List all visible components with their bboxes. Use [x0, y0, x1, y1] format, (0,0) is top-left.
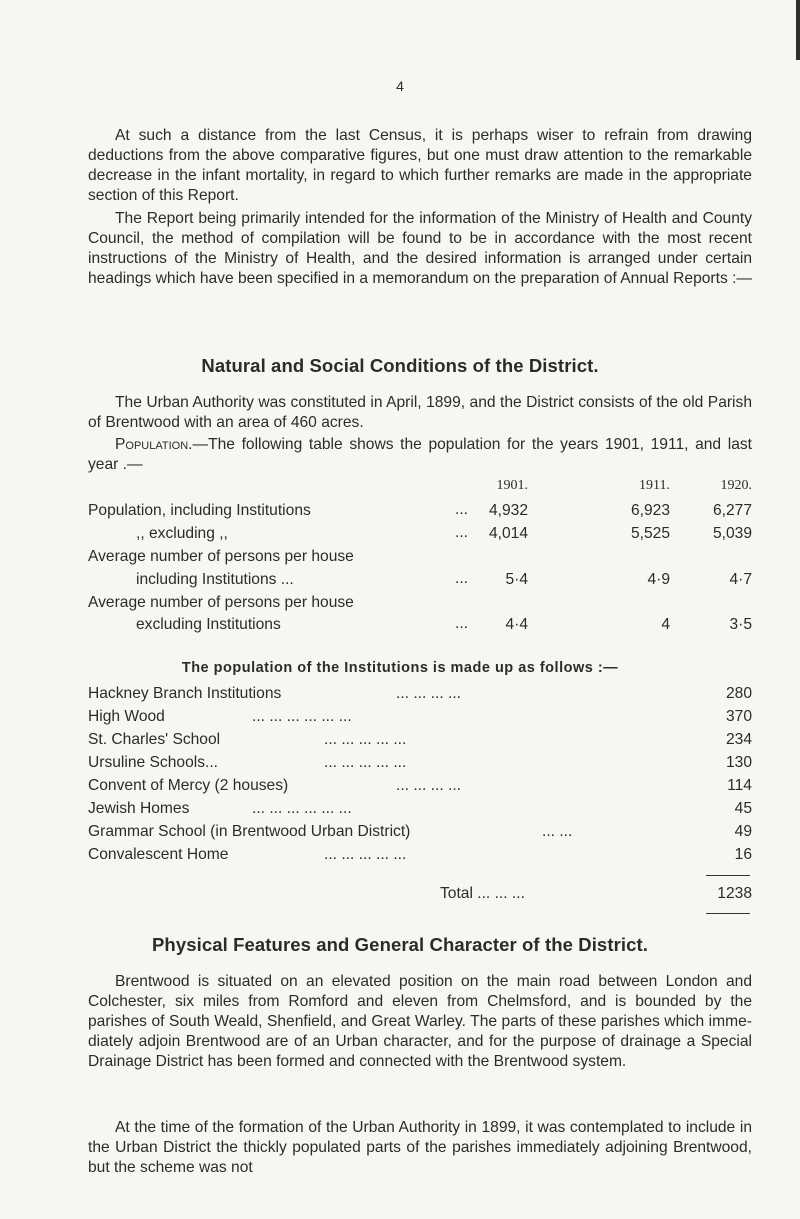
paragraph-census: At such a distance from the last Census, it is perhaps wiser to refrain from drawing deductions from the above comparative figures, but one must draw attention to the remarkable decrease in the infant mortality, in regard to which further remarks are made in the appropriate section of this Report.: [88, 127, 752, 204]
table-cell: 4·4: [505, 616, 528, 633]
year-header: 1920.: [720, 478, 752, 493]
list-item-value: 234: [725, 731, 752, 748]
list-item-name: Jewish Homes: [88, 800, 190, 817]
leader-dots: ...: [455, 570, 468, 587]
leader-dots: ... ...: [542, 823, 573, 840]
total-rule-bottom: [706, 913, 750, 914]
list-item-value: 370: [725, 708, 752, 725]
total-value: 1238: [717, 885, 752, 902]
section-heading-natural-social: Natural and Social Conditions of the District.: [201, 355, 599, 376]
list-item-name: Ursuline Schools...: [88, 754, 219, 771]
table-row-label: ,, excluding ,,: [136, 525, 228, 542]
table-cell: 5,525: [630, 525, 670, 542]
list-item-value: 130: [725, 754, 752, 771]
leader-dots: ... ... ... ... ... ...: [252, 708, 352, 725]
table-cell: 5·4: [505, 571, 528, 588]
list-item-value: 280: [725, 685, 752, 702]
list-item-value: 49: [734, 823, 752, 840]
table-cell: 4: [661, 616, 670, 633]
leader-dots: ...: [455, 524, 468, 541]
page-edge-mark: [796, 0, 800, 60]
total-rule-top: [706, 875, 750, 876]
paragraph-urban-authority-formation: At the time of the formation of the Urban Authority in 1899, it was contemplated to include in the Urban District the thickly populated parts of the parishes immediately adjoining Brentwood, but the scheme was not: [88, 1119, 752, 1176]
list-item-value: 45: [734, 800, 752, 817]
leader-dots: ...: [455, 501, 468, 518]
table-row-label-cont: including Institutions ...: [136, 571, 294, 588]
paragraph-report-purpose: The Report being primarily intended for the information of the Ministry of Health and County Council, the method of compilation will be found to be in accordance with the most recent instructions of the Ministry of Health, and the desired information is arranged under certain headings which have been specified in a memorandum on the preparation of Annual Reports :—: [88, 210, 753, 287]
leader-dots: ... ... ... ... ...: [324, 731, 407, 748]
table-cell: 3·5: [729, 616, 752, 633]
list-item-name: Convalescent Home: [88, 846, 229, 863]
leader-dots: ... ... ... ...: [396, 777, 461, 794]
list-item-value: 16: [734, 846, 752, 863]
leader-dots: ... ... ... ... ... ...: [252, 800, 352, 817]
table-cell: 4·7: [729, 571, 752, 588]
leader-dots: ... ... ... ...: [396, 685, 461, 702]
list-item-name: Hackney Branch Institutions: [88, 685, 282, 702]
list-item-name: St. Charles' School: [88, 731, 221, 748]
list-item-name: Grammar School (in Brentwood Urban District): [88, 823, 411, 840]
table-cell: 4·9: [647, 571, 670, 588]
table-cell: 5,039: [712, 525, 752, 542]
section-heading-physical-features: Physical Features and General Character of the District.: [151, 934, 649, 955]
leader-dots: ... ... ... ... ...: [324, 846, 407, 863]
page-number: 4: [396, 78, 404, 94]
year-header: 1911.: [639, 478, 670, 493]
table-cell: 4,932: [488, 502, 528, 519]
table-row-label: Population, including Institutions: [88, 502, 311, 519]
list-item-name: Convent of Mercy (2 houses): [88, 777, 289, 794]
list-item-name: High Wood: [88, 708, 165, 725]
leader-dots: ... ... ... ... ...: [324, 754, 407, 771]
list-item-value: 114: [727, 777, 752, 794]
table-row-label-cont: excluding Institutions: [136, 616, 281, 633]
institutions-heading: The population of the Institutions is made up as follows :—: [181, 660, 619, 676]
total-label: Total ... ... ...: [440, 885, 525, 902]
paragraph-brentwood-situation: Brentwood is situated on an elevated position on the main road between London and Colchester, six miles from Romford and eleven from Chelmsford, and is bounded by the parishes of South Weald, Shenfield, and Great Warley. The parts of these parishes which imme- diately adjoin Brentwood are of an Urban character, and for the purpose of drainage a Special Drainage District has been formed and connected with the Brentwood system.: [88, 973, 752, 1070]
table-row-label: Average number of persons per house: [88, 548, 354, 565]
population-label: Population.: [115, 436, 193, 453]
paragraph-population-intro: [88, 435, 752, 475]
population-intro-text: —The following table shows the population for the years 1901, 1911, and last year .—: [88, 436, 752, 473]
leader-dots: ...: [455, 615, 468, 632]
table-cell: 6,923: [630, 502, 670, 519]
year-header: 1901.: [496, 478, 528, 493]
table-row-label: Average number of persons per house: [88, 594, 354, 611]
paragraph-urban-authority: The Urban Authority was constituted in April, 1899, and the District consists of the old Parish of Brentwood with an area of 460 acres.: [88, 394, 752, 431]
table-cell: 4,014: [488, 525, 528, 542]
table-cell: 6,277: [712, 502, 752, 519]
